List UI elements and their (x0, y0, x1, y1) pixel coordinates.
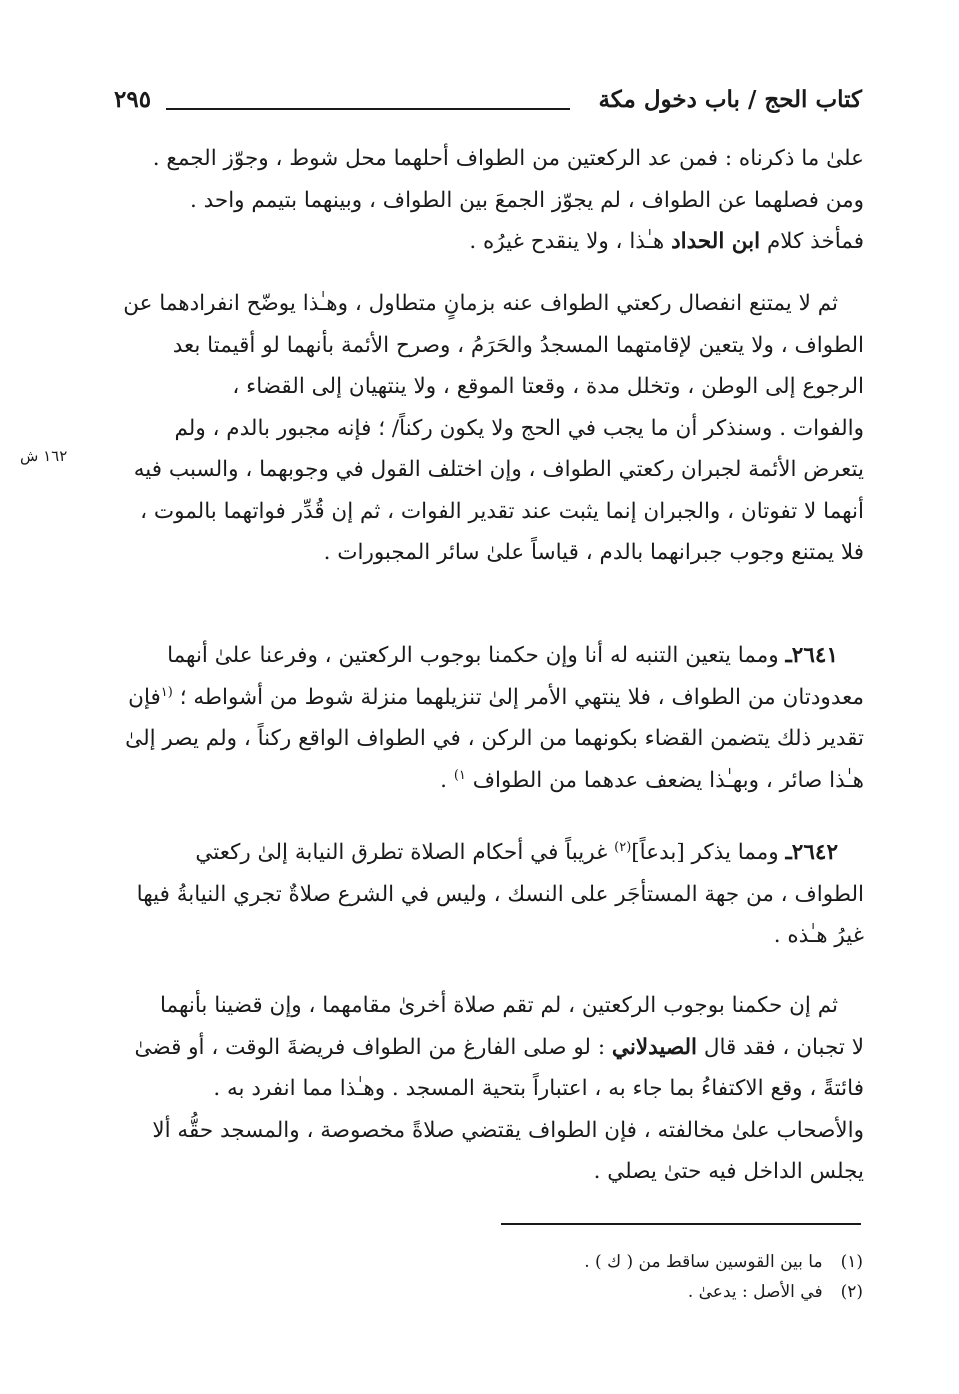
text-line: يجلس الداخل فيه حتىٰ يصلي . (593, 1159, 864, 1184)
header-rule (166, 108, 570, 110)
paragraph-number: ٢٦٤١ـ (785, 643, 838, 668)
text-line: الطواف ، من جهة المستأجَر على النسك ، وليس في الشرع صلاةٌ تجري النيابةُ فيها (136, 881, 864, 907)
text-line: معدودتان من الطواف ، فلا ينتهي الأمر إلىٰ تنزيلهما منزلة شوط من أشواطه ؛ $^{(١}$فإن (128, 684, 864, 710)
text-line: فمأخذ كلام ابن الحداد هـٰذا ، ولا ينقدح غيرُه . (469, 229, 864, 254)
text-line: تقدير ذلك يتضمن القضاء بكونهما من الركن ، في الطواف الواقع ركناً ، ولم يصر إلىٰ (125, 726, 864, 751)
text-line: فلا يمتنع وجوب جبرانهما بالدم ، قياساً علىٰ سائر المجبورات . (323, 540, 864, 565)
text-line: فائتةً ، وقع الاكتفاءُ بما جاء به ، اعتباراً بتحية المسجد . وهـٰذا مما انفرد به . (213, 1076, 864, 1101)
text-line: والفوات . وسنذكر أن ما يجب في الحج ولا يكون ركناً/ ؛ فإنه مجبور بالدم ، ولم (174, 415, 864, 441)
text-line: أنهما لا تفوتان ، والجبران إنما يثبت عند تقدير الفوات ، ثم إن قُدِّر فواتهما بالموت ، (140, 498, 864, 524)
footnote-separator (501, 1223, 861, 1225)
text-line: ومن فصلهما عن الطواف ، لم يجوّز الجمعَ بين الطواف ، وبينهما بتيمم واحد . (189, 187, 864, 213)
scholar-name: الصيدلاني (611, 1034, 698, 1060)
chapter-title: كتاب الحج / باب دخول مكة (598, 86, 862, 113)
running-header (104, 86, 862, 126)
margin-folio-note: ١٦٢ ش (20, 447, 68, 465)
paragraph-number: ٢٦٤٢ـ (785, 840, 838, 865)
footnotes (584, 1247, 863, 1307)
text-line: لا تجبان ، فقد قال الصيدلاني : لو صلى الفارغ من الطواف فريضةَ الوقت ، أو قضىٰ (134, 1034, 864, 1060)
text-line: غيرُ هـٰذه . (773, 923, 864, 948)
scholar-name: ابن الحداد (671, 229, 761, 254)
text-line: يتعرض الأئمة لجبران ركعتي الطواف ، وإن اختلف القول في وجوبهما ، والسبب فيه (133, 457, 864, 482)
text-line: ثم لا يمتنع انفصال ركعتي الطواف عنه بزمانٍ متطاول ، وهـٰذا يوضّح انفرادهما عن (123, 291, 838, 316)
footnote-marker: ١) (453, 767, 466, 783)
text-line: ثم إن حكمنا بوجوب الركعتين ، لم تقم صلاة أخرىٰ مقامهما ، وإن قضينا بأنهما (160, 993, 838, 1018)
paragraph-continuation (94, 138, 864, 263)
paragraph (94, 985, 864, 1193)
text-line: الطواف ، ولا يتعين لإقامتهما المسجدُ والحَرَمُ ، وصرح الأئمة بأنهما لو أقيمتا بعد (172, 332, 864, 358)
text-line: الرجوع إلى الوطن ، وتخلل مدة ، وقعتا الموقع ، ولا ينتهيان إلى القضاء ، (232, 374, 864, 399)
paragraph (94, 283, 864, 574)
footnote-marker: (١ (160, 684, 173, 700)
text-line: هـٰذا صائر ، وبهـٰذا يضعف عدهما من الطواف $^{١)}$ . (440, 767, 864, 793)
numbered-paragraph-2642 (94, 832, 864, 957)
footnote-marker: (٢) (614, 839, 632, 855)
page-number: ٢٩٥ (114, 86, 152, 113)
text-line: علىٰ ما ذكرناه : فمن عد الركعتين من الطواف أحلهما محل شوط ، وجوّز الجمع . (152, 146, 864, 171)
text-line: ٢٦٤١ـ ومما يتعين التنبه له أنا وإن حكمنا بوجوب الركعتين ، وفرعنا علىٰ أنهما (167, 643, 838, 668)
footnote-item: (٢)في الأصل : يدعىٰ . (687, 1282, 863, 1302)
numbered-paragraph-2641 (94, 635, 864, 801)
footnote-item: (١)ما بين القوسين ساقط من ( ك ) . (584, 1252, 863, 1272)
text-line: ٢٦٤٢ـ ومما يذكر [بدعاً]$^{(٢)}$ غريباً في أحكام الصلاة تطرق النيابة إلىٰ ركعتي (195, 839, 838, 865)
text-line: والأصحاب علىٰ مخالفته ، فإن الطواف يقتضي صلاةً مخصوصة ، والمسجد حقُّه ألا (152, 1117, 864, 1143)
